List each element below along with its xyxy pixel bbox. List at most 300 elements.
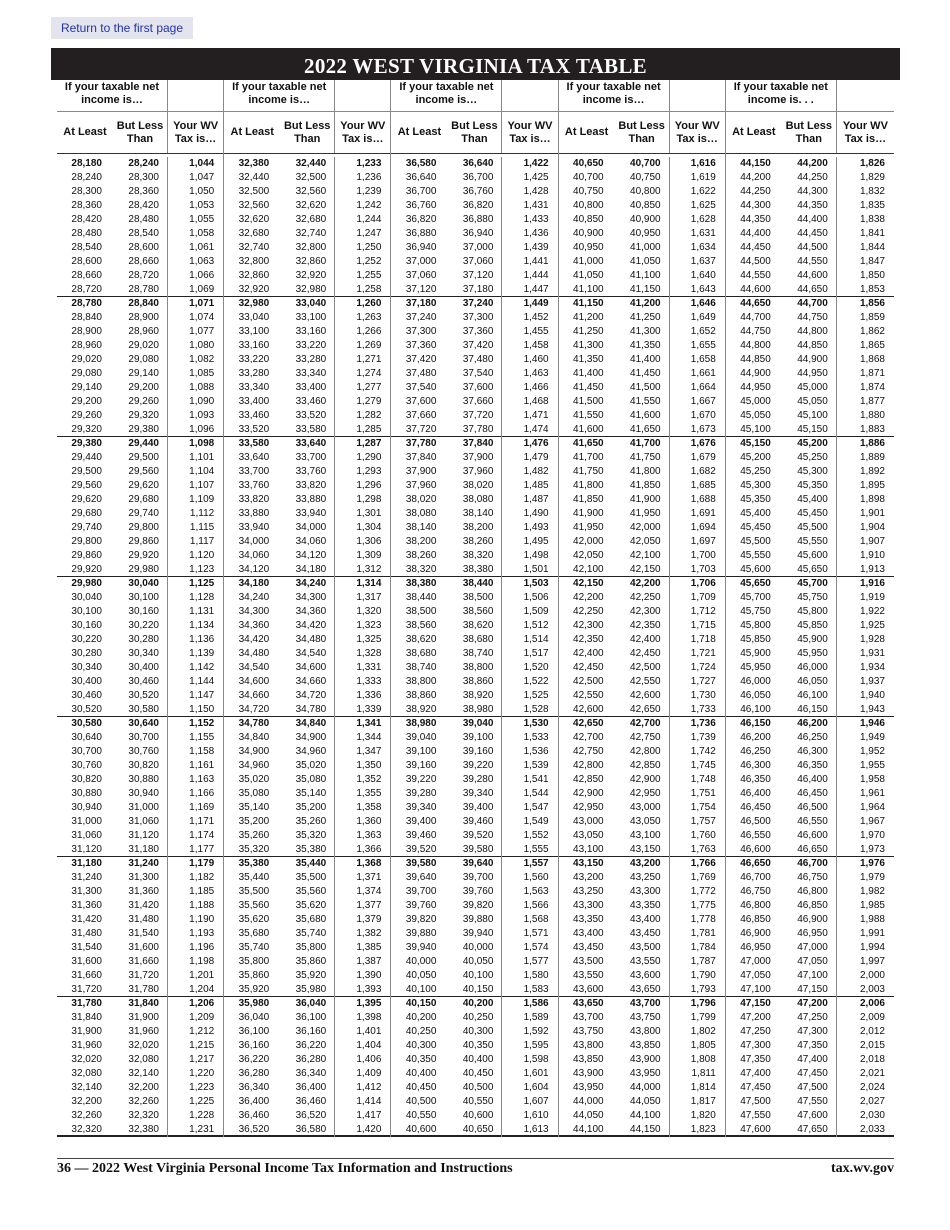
at-least-cell: 43,200 [573, 872, 604, 883]
but-less-than-cell: 44,800 [782, 325, 837, 339]
tax-amount-cell: 1,853 [859, 284, 885, 295]
but-less-than-cell: 31,840 [113, 997, 168, 1011]
tax-amount-cell: 1,468 [523, 396, 549, 407]
return-to-first-page-button[interactable]: Return to the first page [51, 17, 193, 39]
tax-amount-cell: 1,404 [356, 1040, 382, 1051]
but-less-than-cell: 42,300 [615, 605, 670, 619]
tax-amount-cell: 1,706 [690, 578, 716, 589]
table-row [57, 437, 223, 451]
at-least-cell: 33,040 [238, 312, 270, 323]
but-less-than-cell: 32,500 [280, 171, 335, 185]
table-row [224, 563, 390, 577]
at-least-cell: 44,050 [573, 1110, 604, 1121]
but-less-than-cell: 30,040 [113, 577, 168, 591]
but-less-than-cell: 39,580 [447, 843, 502, 857]
at-least-cell: 40,700 [573, 172, 604, 183]
table-row [224, 941, 390, 955]
column-group-4 [559, 80, 726, 1137]
tax-amount-cell: 1,640 [690, 270, 716, 281]
table-row [57, 1011, 223, 1025]
table-row [224, 437, 390, 451]
table-row [57, 591, 223, 605]
tax-amount-cell: 1,347 [356, 746, 382, 757]
but-less-than-cell: 28,780 [113, 283, 168, 297]
table-row [726, 955, 894, 969]
but-less-than-cell: 29,620 [113, 479, 168, 493]
tax-amount-cell: 1,220 [189, 1068, 215, 1079]
table-row [391, 507, 557, 521]
at-least-cell: 38,860 [405, 690, 437, 701]
at-least-cell: 35,380 [238, 858, 270, 869]
but-less-than-cell: 43,600 [615, 969, 670, 983]
at-least-cell: 42,050 [573, 550, 604, 561]
tax-amount-cell: 1,258 [356, 284, 382, 295]
tax-amount-cell: 1,790 [690, 970, 716, 981]
table-row [57, 759, 223, 773]
but-less-than-cell: 42,100 [615, 549, 670, 563]
table-row [57, 381, 223, 395]
header-spacer [502, 80, 557, 111]
at-least-cell: 41,900 [573, 508, 604, 519]
tax-amount-cell: 1,841 [859, 228, 885, 239]
column-header-top [726, 80, 894, 112]
but-less-than-cell: 44,550 [782, 255, 837, 269]
at-least-cell: 28,600 [71, 256, 102, 267]
at-least-cell: 35,140 [238, 802, 270, 813]
but-less-than-cell: 44,700 [782, 297, 837, 311]
tax-amount-cell: 1,185 [189, 886, 215, 897]
tax-amount-cell: 1,997 [859, 956, 885, 967]
but-less-than-cell: 30,220 [113, 619, 168, 633]
but-less-than-cell: 38,020 [447, 479, 502, 493]
at-least-cell: 42,250 [573, 606, 604, 617]
but-less-than-cell: 46,800 [782, 885, 837, 899]
table-row [57, 479, 223, 493]
table-row [224, 521, 390, 535]
at-least-cell: 39,460 [405, 830, 437, 841]
at-least-cell: 31,120 [71, 844, 102, 855]
but-less-than-cell: 39,880 [447, 913, 502, 927]
but-less-than-cell: 30,940 [113, 787, 168, 801]
tax-amount-cell: 1,528 [523, 704, 549, 715]
but-less-than-cell: 31,600 [113, 941, 168, 955]
tax-amount-cell: 1,190 [189, 914, 215, 925]
your-wv-tax-header: Your WV Tax is… [674, 120, 720, 145]
but-less-than-cell: 45,000 [782, 381, 837, 395]
table-row [224, 1081, 390, 1095]
table-row [224, 913, 390, 927]
but-less-than-cell: 37,420 [447, 339, 502, 353]
but-less-than-cell: 43,250 [615, 871, 670, 885]
table-row [726, 591, 894, 605]
but-less-than-cell: 29,320 [113, 409, 168, 423]
table-row [726, 689, 894, 703]
at-least-cell: 44,100 [573, 1124, 604, 1135]
tax-amount-cell: 1,757 [690, 816, 716, 827]
at-least-cell: 29,920 [71, 564, 102, 575]
but-less-than-cell: 36,520 [280, 1109, 335, 1123]
at-least-cell: 34,660 [238, 690, 270, 701]
but-less-than-cell: 31,000 [113, 801, 168, 815]
table-row [391, 269, 557, 283]
tax-amount-cell: 1,808 [690, 1054, 716, 1065]
table-row [224, 1011, 390, 1025]
but-less-than-cell: 28,480 [113, 213, 168, 227]
at-least-cell: 40,000 [405, 956, 437, 967]
table-row [224, 381, 390, 395]
table-row [559, 759, 725, 773]
at-least-cell: 41,450 [573, 382, 604, 393]
row-block [726, 157, 894, 297]
at-least-cell: 35,440 [238, 872, 270, 883]
at-least-cell: 37,960 [405, 480, 437, 491]
table-row [57, 913, 223, 927]
at-least-cell: 28,360 [71, 200, 102, 211]
but-less-than-cell: 32,920 [280, 269, 335, 283]
tax-amount-cell: 1,350 [356, 760, 382, 771]
table-row [57, 297, 223, 311]
row-block [726, 577, 894, 717]
table-row [559, 703, 725, 717]
table-row [224, 479, 390, 493]
tax-amount-cell: 1,547 [523, 802, 549, 813]
footer-page-label: 36 — 2022 West Virginia Personal Income Tax Information and Instructions [57, 1161, 513, 1176]
but-less-than-cell: 40,950 [615, 227, 670, 241]
but-less-than-cell: 39,220 [447, 759, 502, 773]
at-least-cell: 30,760 [71, 760, 102, 771]
at-least-cell: 30,520 [71, 704, 102, 715]
your-wv-tax-header: Your WV Tax is… [507, 120, 553, 145]
table-row [57, 927, 223, 941]
at-least-cell: 36,880 [405, 228, 437, 239]
table-row [391, 227, 557, 241]
table-row [57, 857, 223, 871]
at-least-cell: 47,000 [740, 956, 771, 967]
tax-amount-cell: 2,009 [859, 1012, 885, 1023]
but-less-than-cell: 47,300 [782, 1025, 837, 1039]
at-least-cell: 28,420 [71, 214, 102, 225]
at-least-cell: 40,450 [405, 1082, 437, 1093]
table-row [224, 647, 390, 661]
at-least-cell: 36,400 [238, 1096, 270, 1107]
but-less-than-cell: 44,100 [615, 1109, 670, 1123]
tax-amount-cell: 1,198 [189, 956, 215, 967]
but-less-than-cell: 34,600 [280, 661, 335, 675]
table-row [224, 997, 390, 1011]
but-less-than-header: But Less Than [280, 112, 335, 153]
table-row [57, 815, 223, 829]
table-row [224, 185, 390, 199]
table-row [726, 675, 894, 689]
tax-amount-cell: 1,988 [859, 914, 885, 925]
at-least-cell: 41,150 [573, 298, 604, 309]
column-header-top [391, 80, 557, 112]
tax-amount-cell: 1,317 [356, 592, 382, 603]
but-less-than-cell: 41,750 [615, 451, 670, 465]
table-row [726, 731, 894, 745]
at-least-cell: 34,840 [238, 732, 270, 743]
tax-amount-cell: 1,166 [189, 788, 215, 799]
but-less-than-cell: 46,150 [782, 703, 837, 717]
but-less-than-cell: 33,400 [280, 381, 335, 395]
at-least-cell: 38,200 [405, 536, 437, 547]
tax-amount-cell: 1,142 [189, 662, 215, 673]
at-least-cell: 44,850 [740, 354, 771, 365]
table-row [391, 1025, 557, 1039]
tax-amount-cell: 1,088 [189, 382, 215, 393]
table-row [726, 535, 894, 549]
at-least-cell: 31,900 [71, 1026, 102, 1037]
at-least-cell: 39,340 [405, 802, 437, 813]
tax-amount-cell: 1,339 [356, 704, 382, 715]
at-least-header: At Least [732, 126, 776, 139]
but-less-than-cell: 32,680 [280, 213, 335, 227]
table-row [726, 241, 894, 255]
but-less-than-cell: 39,160 [447, 745, 502, 759]
table-row [726, 605, 894, 619]
tax-amount-cell: 1,144 [189, 676, 215, 687]
tax-amount-cell: 1,387 [356, 956, 382, 967]
but-less-than-cell: 32,860 [280, 255, 335, 269]
but-less-than-header: But Less Than [113, 112, 168, 153]
at-least-cell: 28,480 [71, 228, 102, 239]
but-less-than-cell: 40,900 [615, 213, 670, 227]
table-row [57, 941, 223, 955]
but-less-than-cell: 35,260 [280, 815, 335, 829]
tax-amount-cell: 1,616 [690, 158, 716, 169]
table-row [559, 815, 725, 829]
but-less-than-cell: 31,960 [113, 1025, 168, 1039]
at-least-cell: 35,860 [238, 970, 270, 981]
tax-amount-cell: 1,778 [690, 914, 716, 925]
table-row [726, 199, 894, 213]
at-least-cell: 40,400 [405, 1068, 437, 1079]
at-least-cell: 35,320 [238, 844, 270, 855]
at-least-cell: 44,150 [740, 158, 771, 169]
table-row [224, 1039, 390, 1053]
table-row [391, 381, 557, 395]
table-row [559, 885, 725, 899]
but-less-than-cell: 28,540 [113, 227, 168, 241]
footer-website[interactable]: tax.wv.gov [831, 1161, 894, 1176]
but-less-than-cell: 42,700 [615, 717, 670, 731]
table-row [57, 227, 223, 241]
table-row [559, 549, 725, 563]
table-row [224, 843, 390, 857]
table-row [57, 535, 223, 549]
table-row [57, 955, 223, 969]
at-least-cell: 33,760 [238, 480, 270, 491]
but-less-than-cell: 35,380 [280, 843, 335, 857]
table-row [726, 213, 894, 227]
tax-amount-cell: 1,772 [690, 886, 716, 897]
but-less-than-cell: 34,540 [280, 647, 335, 661]
tax-amount-cell: 1,760 [690, 830, 716, 841]
table-row [559, 521, 725, 535]
table-row [559, 381, 725, 395]
but-less-than-cell: 47,600 [782, 1109, 837, 1123]
table-row [224, 451, 390, 465]
at-least-header: At Least [63, 126, 107, 139]
at-least-cell: 40,850 [573, 214, 604, 225]
tax-amount-cell: 1,652 [690, 326, 716, 337]
but-less-than-cell: 39,040 [447, 717, 502, 731]
tax-amount-cell: 1,201 [189, 970, 215, 981]
but-less-than-cell: 38,260 [447, 535, 502, 549]
table-row [57, 1081, 223, 1095]
table-row [559, 1053, 725, 1067]
table-row [224, 269, 390, 283]
table-row [559, 647, 725, 661]
table-row [559, 913, 725, 927]
at-least-cell: 37,480 [405, 368, 437, 379]
at-least-cell: 41,300 [573, 340, 604, 351]
tax-amount-cell: 1,934 [859, 662, 885, 673]
table-body [391, 154, 557, 1137]
but-less-than-cell: 47,350 [782, 1039, 837, 1053]
table-row [224, 885, 390, 899]
row-block [726, 297, 894, 437]
but-less-than-cell: 46,600 [782, 829, 837, 843]
tax-amount-cell: 1,336 [356, 690, 382, 701]
tax-amount-cell: 1,745 [690, 760, 716, 771]
tax-amount-cell: 1,390 [356, 970, 382, 981]
but-less-than-cell: 43,450 [615, 927, 670, 941]
table-row [726, 1067, 894, 1081]
at-least-cell: 46,400 [740, 788, 771, 799]
table-row [57, 409, 223, 423]
at-least-cell: 42,850 [573, 774, 604, 785]
tax-amount-cell: 1,371 [356, 872, 382, 883]
at-least-cell: 32,140 [71, 1082, 102, 1093]
but-less-than-cell: 40,650 [447, 1123, 502, 1137]
table-row [559, 423, 725, 437]
but-less-than-cell: 47,400 [782, 1053, 837, 1067]
tax-amount-cell: 1,913 [859, 564, 885, 575]
at-least-cell: 37,660 [405, 410, 437, 421]
at-least-cell: 44,900 [740, 368, 771, 379]
tax-amount-cell: 1,961 [859, 788, 885, 799]
table-row [224, 1109, 390, 1123]
table-row [224, 773, 390, 787]
table-row [726, 913, 894, 927]
at-least-cell: 36,340 [238, 1082, 270, 1093]
table-row [559, 745, 725, 759]
but-less-than-cell: 32,980 [280, 283, 335, 297]
table-row [726, 269, 894, 283]
tax-amount-cell: 1,793 [690, 984, 716, 995]
at-least-cell: 45,800 [740, 620, 771, 631]
table-row [57, 1123, 223, 1137]
at-least-cell: 30,280 [71, 648, 102, 659]
tax-amount-cell: 1,901 [859, 508, 885, 519]
tax-amount-cell: 1,994 [859, 942, 885, 953]
but-less-than-cell: 30,700 [113, 731, 168, 745]
tax-amount-cell: 1,493 [523, 522, 549, 533]
tax-amount-cell: 1,479 [523, 452, 549, 463]
tax-amount-cell: 1,355 [356, 788, 382, 799]
tax-amount-cell: 1,604 [523, 1082, 549, 1093]
tax-amount-cell: 1,328 [356, 648, 382, 659]
tax-amount-cell: 1,985 [859, 900, 885, 911]
at-least-cell: 45,000 [740, 396, 771, 407]
but-less-than-cell: 43,350 [615, 899, 670, 913]
table-row [391, 913, 557, 927]
at-least-cell: 43,900 [573, 1068, 604, 1079]
at-least-cell: 43,300 [573, 900, 604, 911]
table-row [57, 1067, 223, 1081]
tax-amount-cell: 1,158 [189, 746, 215, 757]
but-less-than-cell: 45,050 [782, 395, 837, 409]
but-less-than-cell: 42,150 [615, 563, 670, 577]
at-least-cell: 30,880 [71, 788, 102, 799]
table-row [57, 255, 223, 269]
at-least-cell: 46,500 [740, 816, 771, 827]
but-less-than-cell: 42,400 [615, 633, 670, 647]
tax-amount-cell: 1,163 [189, 774, 215, 785]
tax-amount-cell: 1,892 [859, 466, 885, 477]
table-row [559, 1109, 725, 1123]
tax-amount-cell: 1,476 [523, 438, 549, 449]
at-least-cell: 39,700 [405, 886, 437, 897]
table-row [391, 423, 557, 437]
at-least-cell: 32,860 [238, 270, 270, 281]
at-least-cell: 41,600 [573, 424, 604, 435]
at-least-cell: 34,420 [238, 634, 270, 645]
at-least-cell: 43,600 [573, 984, 604, 995]
but-less-than-cell: 42,750 [615, 731, 670, 745]
tax-amount-cell: 1,943 [859, 704, 885, 715]
but-less-than-cell: 30,880 [113, 773, 168, 787]
table-row [57, 1025, 223, 1039]
tax-amount-cell: 1,152 [189, 718, 215, 729]
table-row [726, 451, 894, 465]
but-less-than-cell: 30,460 [113, 675, 168, 689]
tax-amount-cell: 1,460 [523, 354, 549, 365]
but-less-than-cell: 31,240 [113, 857, 168, 871]
but-less-than-header: But Less Than [782, 112, 837, 153]
table-row [726, 1039, 894, 1053]
at-least-cell: 32,200 [71, 1096, 102, 1107]
table-row [224, 731, 390, 745]
but-less-than-cell: 34,060 [280, 535, 335, 549]
tax-amount-cell: 2,000 [859, 970, 885, 981]
at-least-cell: 30,640 [71, 732, 102, 743]
at-least-cell: 36,520 [238, 1124, 270, 1135]
tax-amount-cell: 1,431 [523, 200, 549, 211]
table-row [726, 1109, 894, 1123]
at-least-cell: 36,640 [405, 172, 437, 183]
table-row [391, 717, 557, 731]
but-less-than-cell: 29,380 [113, 423, 168, 437]
tax-amount-cell: 1,090 [189, 396, 215, 407]
table-row [224, 493, 390, 507]
tax-amount-cell: 1,490 [523, 508, 549, 519]
but-less-than-cell: 36,100 [280, 1011, 335, 1025]
tax-amount-cell: 1,433 [523, 214, 549, 225]
tax-amount-cell: 1,964 [859, 802, 885, 813]
but-less-than-cell: 28,600 [113, 241, 168, 255]
tax-amount-cell: 1,209 [189, 1012, 215, 1023]
at-least-cell: 45,050 [740, 410, 771, 421]
at-least-cell: 32,980 [238, 298, 270, 309]
at-least-cell: 33,280 [238, 368, 270, 379]
but-less-than-cell: 35,980 [280, 983, 335, 997]
at-least-cell: 40,650 [573, 158, 604, 169]
but-less-than-cell: 45,400 [782, 493, 837, 507]
but-less-than-cell: 36,220 [280, 1039, 335, 1053]
at-least-cell: 29,380 [71, 438, 102, 449]
